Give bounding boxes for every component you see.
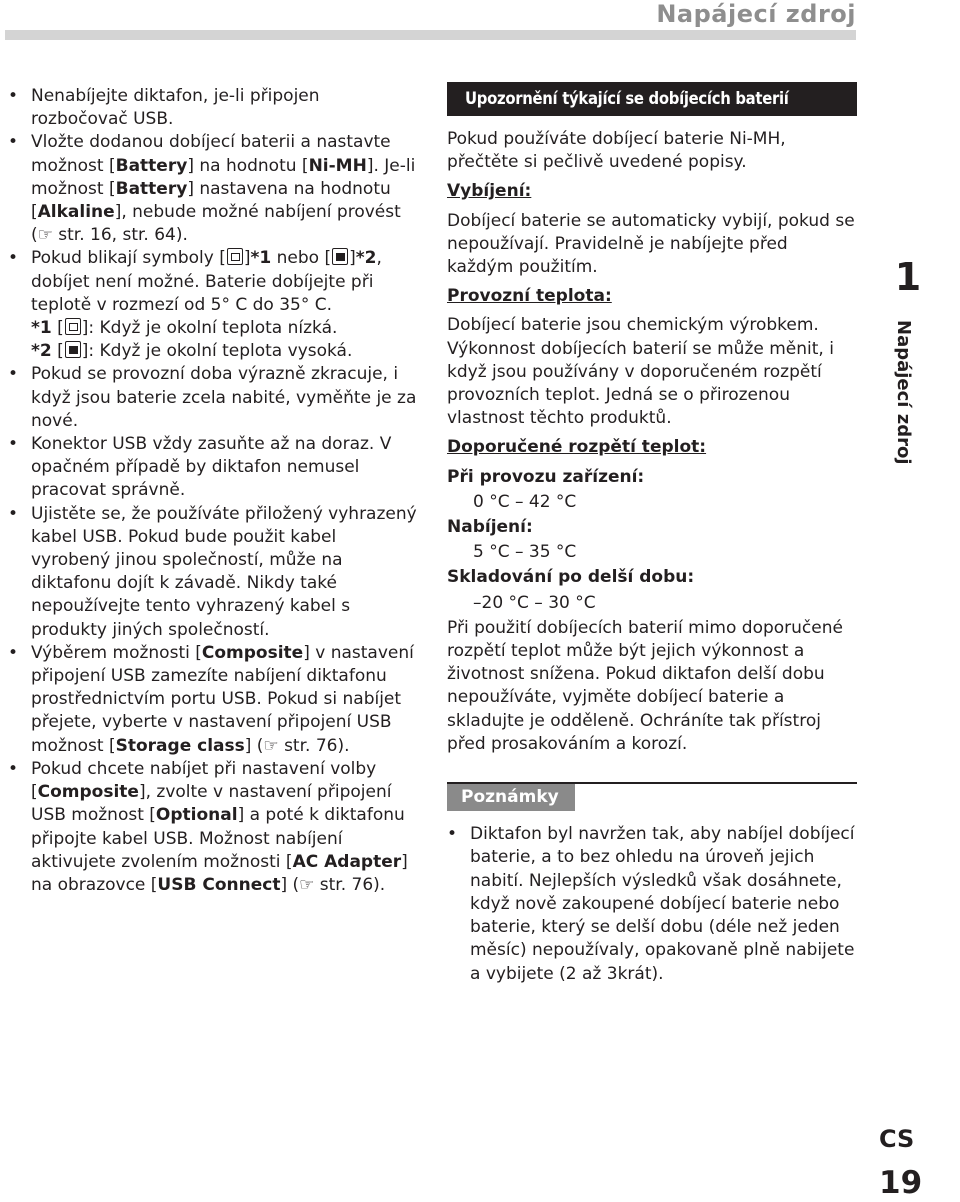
list-item: [8, 85, 418, 131]
bullet: •: [8, 86, 19, 106]
notes-list: [447, 823, 857, 985]
operation-label: Při provozu zařízení:: [447, 466, 645, 487]
text: ] a poté k diktafonu připojte kabel USB. Možnost nabíjení aktivujete zvolením možnosti [: [31, 805, 405, 872]
option-keyword: USB Connect: [157, 874, 281, 895]
text: Vložte dodanou dobíjecí baterii a nastavte možnost [: [31, 132, 391, 176]
storage-label: Skladování po delší dobu:: [447, 567, 695, 588]
text: ]: Když je okolní teplota vysoká.: [81, 341, 353, 362]
list-item: [8, 131, 418, 247]
footnote-mark: *1: [250, 248, 272, 269]
text: ]. Je-li možnost [: [31, 155, 416, 199]
list-item-text: Konektor USB vždy zasuňte až na doraz. V opačném případě by diktafon nemusel pracovat správně.: [31, 434, 392, 501]
note-text: Diktafon byl navržen tak, aby nabíjel dobíjecí baterie, a to bez ohledu na úroveň jejich nabití. Nejlepších výsledků však dosáhnete, když nově zakoupené dobíjecí baterie nebo baterie, který se delší dobu (déle než jeden měsíc) nepoužívaly, opakovaně plně nabijete a vybijete (2 až 3krát).: [470, 824, 855, 984]
bullet: •: [8, 364, 19, 385]
list-item: [8, 642, 418, 758]
option-keyword: Ni-MH: [308, 155, 367, 176]
text: ]: [349, 248, 356, 269]
left-column: [8, 85, 418, 897]
bullet: •: [8, 758, 19, 779]
footnote-mark: *2: [31, 341, 52, 362]
charging-label: Nabíjení:: [447, 517, 533, 538]
footnote-1: [31, 317, 418, 340]
chapter-label: Napájecí zdroj: [893, 320, 914, 465]
option-keyword: Battery: [115, 155, 188, 176]
chapter-number: 1: [894, 255, 922, 299]
notes-heading: Poznámky: [447, 784, 575, 811]
text: ]: [243, 248, 251, 269]
text: [: [51, 341, 64, 362]
discharge-heading: Vybíjení:: [447, 181, 532, 202]
option-keyword: Optional: [155, 805, 238, 826]
list-item: [8, 247, 418, 363]
discharge-text: Dobíjecí baterie se automaticky vybijí, pokud se nepoužívají. Pravidelně je nabíjejte před každým použitím.: [447, 210, 855, 278]
language-code: CS: [879, 1125, 915, 1153]
page-number: 19: [879, 1165, 923, 1201]
text: ] (☞ str. 76).: [280, 874, 386, 895]
list-item: [8, 503, 418, 642]
footnote-2: [31, 340, 418, 363]
text: nebo [: [271, 248, 332, 269]
charging-value: 5 °C – 35 °C: [473, 542, 577, 563]
text: [: [51, 318, 64, 339]
bullet: •: [8, 434, 19, 455]
bullet: •: [8, 248, 19, 269]
text: ] na obrazovce [: [31, 851, 408, 895]
footnote-mark: *1: [31, 318, 52, 339]
notes-section: [447, 782, 857, 811]
option-keyword: AC Adapter: [292, 851, 402, 872]
option-keyword: Alkaline: [37, 202, 115, 223]
bullet: •: [8, 503, 19, 524]
text: ]: Když je okolní teplota nízká.: [81, 318, 338, 339]
bullet-list: [8, 85, 418, 897]
operating-temp-text: Dobíjecí baterie jsou chemickým výrobkem. Výkonnost dobíjecích baterií se může měnit, i když jsou používány v doporučeném rozpětí provozních teplot. Jedná se o přirozenou vlastnost těchto produktů.: [447, 315, 834, 429]
battery-low-temp-icon: [65, 318, 81, 335]
text: ], zvolte v nastavení připojení USB možnost [: [31, 782, 392, 826]
option-keyword: Composite: [37, 782, 139, 803]
list-item: [8, 758, 418, 897]
caution-intro: Pokud používáte dobíjecí baterie Ni-MH, přečtěte si pečlivě uvedené popisy.: [447, 129, 786, 173]
list-item-text: Ujistěte se, že používáte přiložený vyhrazený kabel USB. Pokud bude použit kabel vyrobený jinou společností, může na diktafonu dojít k závadě. Nikdy také nepoužívejte tento vyhrazený kabel s produkty jiných společností.: [31, 503, 417, 640]
battery-high-temp-icon: [332, 248, 348, 265]
text: ] (☞ str. 76).: [244, 735, 350, 756]
operation-value: 0 °C – 42 °C: [473, 491, 577, 512]
option-keyword: Composite: [201, 642, 304, 663]
page-header-title: Napájecí zdroj: [656, 0, 856, 28]
list-item: [8, 363, 418, 433]
text: ] na hodnotu [: [187, 155, 309, 176]
text: ] v nastavení připojení USB zamezíte nabíjení diktafonu prostřednictvím portu USB. Pokud si nabíjet přejete, vyberte v nastavení připojení USB možnost [: [31, 642, 414, 756]
list-item: [447, 823, 857, 985]
list-item-text: Pokud se provozní doba výrazně zkracuje, i když jsou baterie zcela nabité, vyměňte je za nové.: [31, 364, 417, 431]
text: ], nebude možné nabíjení provést (☞ str. 16, str. 64).: [31, 202, 401, 246]
storage-value: –20 °C – 30 °C: [473, 592, 596, 613]
text: Pokud blikají symboly [: [31, 248, 226, 269]
bullet: •: [447, 824, 458, 845]
text: Pokud chcete nabíjet při nastavení volby [: [31, 758, 377, 803]
list-item-text: Nenabíjejte diktafon, je-li připojen rozbočovač USB.: [31, 86, 320, 130]
list-item: [8, 433, 418, 503]
bullet: •: [8, 132, 19, 153]
text: Výběrem možnosti [: [31, 642, 202, 663]
operating-temp-heading: Provozní teplota:: [447, 286, 612, 307]
text: ] nastavena na hodnotu [: [31, 178, 391, 223]
option-keyword: Storage class: [115, 735, 245, 756]
right-column: [447, 82, 857, 986]
recommended-range-text: Při použití dobíjecích baterií mimo doporučené rozpětí teplot může být jejich výkonnost a životnost snížena. Pokud diktafon delší dobu nepoužíváte, vyjměte dobíjecí baterie a skladujte je odděleně. Ochráníte tak přístroj před prosakováním a korozí.: [447, 617, 843, 754]
battery-low-temp-icon: [227, 248, 243, 265]
recommended-range-heading: Doporučené rozpětí teplot:: [447, 437, 707, 458]
footnote-mark: *2: [355, 248, 377, 269]
header-bar: [5, 30, 856, 40]
text: , dobíjet není možné. Baterie dobíjejte při teplotě v rozmezí od 5° C do 35° C.: [31, 248, 382, 315]
battery-high-temp-icon: [65, 341, 81, 358]
bullet: •: [8, 642, 19, 663]
option-keyword: Battery: [115, 178, 188, 199]
caution-heading: Upozornění týkající se dobíjecích baterií: [447, 82, 857, 116]
